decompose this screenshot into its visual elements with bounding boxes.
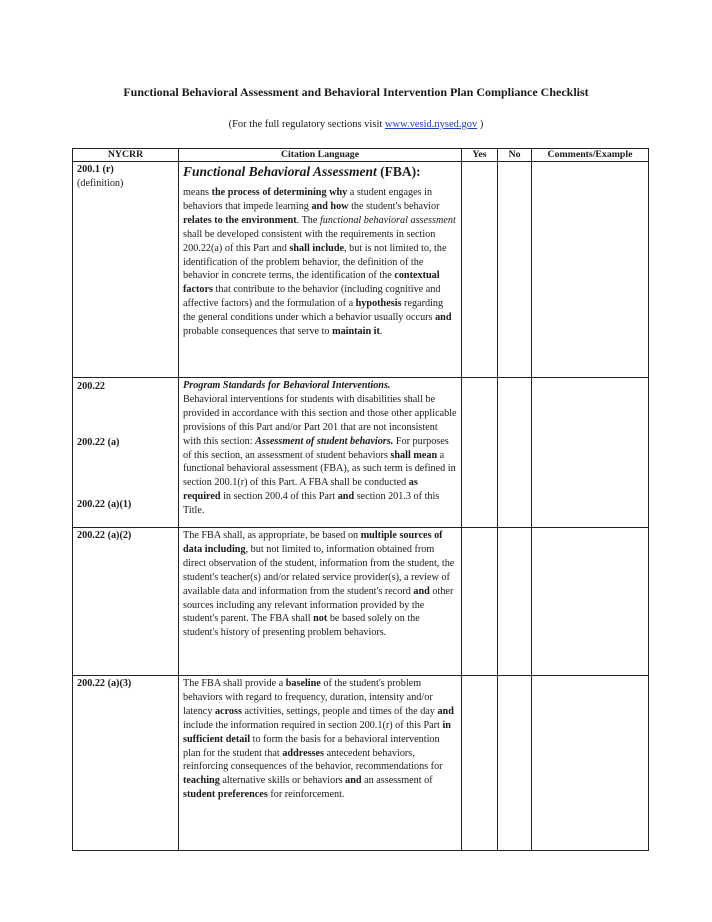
vesid-link[interactable]: www.vesid.nysed.gov bbox=[384, 119, 478, 130]
yes-checkbox-cell[interactable] bbox=[462, 162, 498, 378]
citation-language-cell bbox=[179, 162, 462, 378]
subtitle-suffix: ) bbox=[477, 119, 484, 130]
comments-cell[interactable] bbox=[532, 378, 649, 528]
section-heading bbox=[183, 163, 457, 180]
citation-language-cell bbox=[179, 528, 462, 676]
nycrr-cell bbox=[73, 528, 179, 676]
nycrr-cell bbox=[73, 162, 179, 378]
citation-number: 200.22 (a) bbox=[77, 437, 120, 448]
table-header-row bbox=[73, 149, 649, 162]
citation-language-cell bbox=[179, 676, 462, 851]
comments-cell[interactable] bbox=[532, 528, 649, 676]
compliance-checklist-table bbox=[72, 148, 649, 851]
no-checkbox-cell[interactable] bbox=[498, 162, 532, 378]
yes-checkbox-cell[interactable] bbox=[462, 676, 498, 851]
document-subtitle bbox=[0, 119, 712, 130]
citation-body: The FBA shall, as appropriate, be based on multiple sources of data including, but not limited to, information obtained from direct observation of the student, information from the student, the student's teacher(s) and/or related service provider(s), a review of available data and information from the student's record and other sources including any relevant information provided by the student's parent. The FBA shall not be based solely on the student's history of presenting problem behaviors. bbox=[183, 530, 455, 639]
table-row bbox=[73, 162, 649, 378]
yes-checkbox-cell[interactable] bbox=[462, 528, 498, 676]
citation-language-cell bbox=[179, 378, 462, 528]
nycrr-cell bbox=[73, 378, 179, 528]
table-row bbox=[73, 528, 649, 676]
citation-note: (definition) bbox=[77, 177, 124, 189]
no-checkbox-cell[interactable] bbox=[498, 378, 532, 528]
nycrr-cell bbox=[73, 676, 179, 851]
header-comments: Comments/Example bbox=[532, 149, 649, 162]
citation-number: 200.22 (a)(1) bbox=[77, 499, 132, 510]
citation-number: 200.22 bbox=[77, 381, 106, 392]
citation-body: means the process of determining why a student engages in behaviors that impede learning and how the student's behavior relates to the environment. The functional behavioral assessment shall be developed consistent with the requirements in section 200.22(a) of this Part and shall include, but is not limited to, the identification of the problem behavior, the definition of the behavior in concrete terms, the identification of the contextual factors that contribute to the behavior (including cognitive and affective factors) and the formulation of a hypothesis regarding the general conditions under which a behavior usually occurs and probable consequences that serve to maintain it. bbox=[183, 187, 456, 338]
section-heading: Program Standards for Behavioral Interventions. bbox=[183, 380, 391, 391]
citation-body: Behavioral interventions for students with disabilities shall be provided in accordance with this section and those other applicable provisions of this Part and/or Part 201 that are not inconsistent with this section: Assessment of student behaviors. For purposes of this section, an assessment of student behaviors shall mean a functional behavioral assessment (FBA), as such term is defined in section 200.1(r) of this Part. A FBA shall be conducted as required in section 200.4 of this Part and section 201.3 of this Title. bbox=[183, 393, 457, 517]
section-heading-plain: (FBA): bbox=[376, 164, 421, 179]
no-checkbox-cell[interactable] bbox=[498, 676, 532, 851]
citation-body: The FBA shall provide a baseline of the student's problem behaviors with regard to frequency, duration, intensity and/or latency across activities, settings, people and times of the day and include the information required in section 200.1(r) of this Part in sufficient detail to form the basis for a behavioral intervention plan for the student that addresses antecedent behaviors, reinforcing consequences of the behavior, recommendations for teaching alternative skills or behaviors and an assessment of student preferences for reinforcement. bbox=[183, 678, 454, 801]
section-heading-italic: Functional Behavioral Assessment bbox=[183, 164, 377, 179]
citation-number: 200.1 (r) bbox=[77, 164, 114, 175]
citation-number: 200.22 (a)(3) bbox=[77, 678, 132, 689]
header-citation-language: Citation Language bbox=[179, 149, 462, 162]
subtitle-prefix: (For the full regulatory sections visit bbox=[228, 119, 385, 130]
header-yes: Yes bbox=[462, 149, 498, 162]
yes-checkbox-cell[interactable] bbox=[462, 378, 498, 528]
header-no: No bbox=[498, 149, 532, 162]
comments-cell[interactable] bbox=[532, 676, 649, 851]
citation-number: 200.22 (a)(2) bbox=[77, 530, 132, 541]
document-title: Functional Behavioral Assessment and Behavioral Intervention Plan Compliance Checklist bbox=[123, 85, 589, 99]
no-checkbox-cell[interactable] bbox=[498, 528, 532, 676]
comments-cell[interactable] bbox=[532, 162, 649, 378]
header-nycrr: NYCRR bbox=[73, 149, 179, 162]
table-row bbox=[73, 676, 649, 851]
table-row bbox=[73, 378, 649, 528]
